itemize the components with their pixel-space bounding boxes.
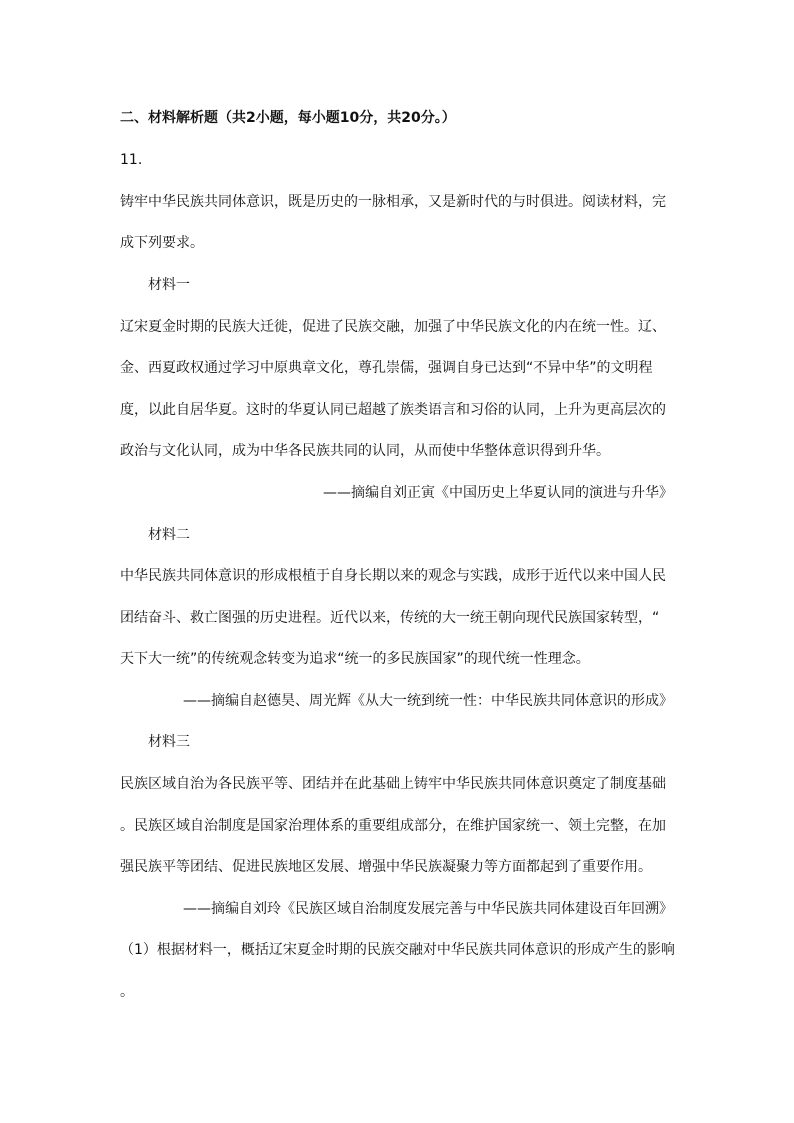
material1-line: 辽宋夏金时期的民族大迁徙，促进了民族交融，加强了中华民族文化的内在统一性。辽、: [120, 319, 666, 335]
intro-line: 成下列要求。: [120, 235, 204, 251]
question-number: 11.: [120, 152, 143, 168]
material2-line: 中华民族共同体意识的形成根植于自身长期以来的观念与实践，成形于近代以来中国人民: [120, 568, 666, 584]
question1-line: （1）根据材料一，概括辽宋夏金时期的民族交融对中华民族共同体意识的形成产生的影响: [120, 942, 675, 958]
material1-label: 材料一: [148, 277, 190, 293]
material3-line: 民族区域自治为各民族平等、团结并在此基础上铸牢中华民族共同体意识奠定了制度基础: [120, 776, 666, 792]
material1-line: 政治与文化认同，成为中华各民族共同的认同，从而使中华整体意识得到升华。: [120, 443, 610, 459]
material2-source: ——摘编自赵德昊、周光辉《从大一统到统一性：中华民族共同体意识的形成》: [183, 693, 673, 709]
material2-line: 团结奋斗、救亡图强的历史进程。近代以来，传统的大一统王朝向现代民族国家转型，“: [120, 610, 660, 626]
material3-line: 强民族平等团结、促进民族地区发展、增强中华民族凝聚力等方面都起到了重要作用。: [120, 859, 652, 875]
intro-line: 铸牢中华民族共同体意识，既是历史的一脉相承，又是新时代的与时俱进。阅读材料，完: [120, 194, 666, 210]
material3-label: 材料三: [148, 734, 190, 750]
material1-line: 度，以此自居华夏。这时的华夏认同已超越了族类语言和习俗的认同，上升为更高层次的: [120, 402, 666, 418]
section-title: 二、材料解析题（共2小题，每小题10分，共20分。）: [120, 110, 456, 126]
material1-line: 金、西夏政权通过学习中原典章文化，尊孔崇儒，强调自身已达到“不异中华”的文明程: [120, 360, 653, 376]
material3-source: ——摘编自刘玲《民族区域自治制度发展完善与中华民族共同体建设百年回溯》: [183, 901, 673, 917]
material3-line: 。民族区域自治制度是国家治理体系的重要组成部分，在维护国家统一、领土完整，在加: [120, 818, 666, 834]
material1-source: ——摘编自刘正寅《中国历史上华夏认同的演进与升华》: [323, 485, 673, 501]
material2-line: 天下大一统”的传统观念转变为追求“统一的多民族国家”的现代统一性理念。: [120, 651, 590, 667]
question1-line: 。: [120, 984, 134, 1000]
material2-label: 材料二: [148, 527, 190, 543]
